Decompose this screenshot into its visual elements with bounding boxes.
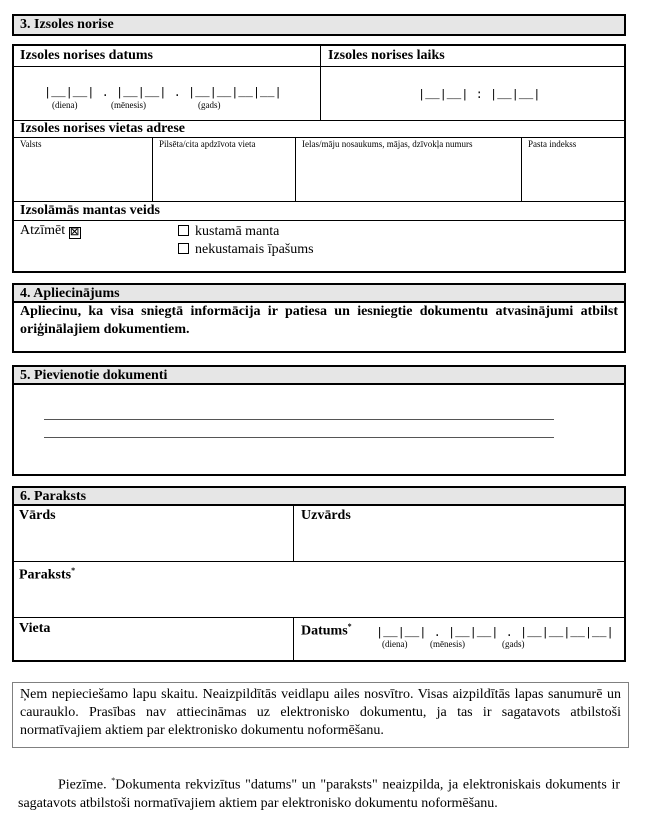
section-3-header [12,14,626,36]
documents-line-1[interactable] [44,419,554,420]
section-5-title: 5. Pievienotie dokumenti [20,368,168,383]
section-3-title: 3. Izsoles norise [20,17,114,32]
property-type-label: Izsolāmās mantas veids [20,203,161,218]
immovable-checkbox[interactable] [178,243,189,254]
section-4-header [12,283,626,303]
section-6-title: 6. Paraksts [20,489,87,504]
auction-date-field[interactable]: |__|__| . |__|__| . |__|__|__|__| [44,86,282,100]
signature-asterisk: * [71,566,76,575]
auction-time-label: Izsoles norises laiks [328,48,445,63]
section-6-header [12,486,626,506]
address-street-label: Ielas/māju nosaukums, mājas, dzīvokļa numurs [302,139,473,149]
address-postcode-label: Pasta indekss [528,139,577,149]
section-5-body [12,383,626,476]
mark-label: Atzīmēt [20,223,66,238]
address-city-label: Pilsēta/cita apdzīvota vieta [159,139,256,149]
first-name-label: Vārds [19,508,56,523]
signature-text: Paraksts [19,567,72,583]
footnote [18,772,620,813]
date-sub-year: (gads) [198,100,221,110]
section-3-body [12,44,626,273]
mark-example-checkbox: ☒ [70,227,80,238]
section-5-header [12,365,626,385]
signature-label [19,566,75,584]
sig-date-sub-year: (gads) [502,639,525,649]
last-name-label: Uzvārds [301,508,351,523]
place-label: Vieta [19,621,51,636]
footnote-text: Dokumenta rekvizītus "datums" un "paraksts" neaizpilda, ja elektroniskais dokuments ir sagatavots atbilstoši normatīvajiem aktiem par elektronisko dokumentu noformēšanu. [18,777,620,811]
option-movable[interactable] [178,224,279,240]
sig-date-sub-day: (diena) [382,639,408,649]
address-country-label: Valsts [20,139,42,149]
option-movable-label: kustamā manta [195,224,280,239]
auction-date-label: Izsoles norises datums [20,48,154,63]
declaration-text: Apliecinu, ka visa sniegtā informācija ir patiesa un iesniegtie dokumentu atvasinājumi atbilst oriģinālajiem dokumentiem. [20,304,618,337]
section-4-title: 4. Apliecinājums [20,286,120,301]
option-immovable-label: nekustamais īpašums [195,242,314,257]
option-immovable[interactable] [178,242,314,258]
mark-instruction [20,223,81,239]
sig-date-sub-month: (mēnesis) [430,639,465,649]
footnote-star: * [111,776,116,785]
address-label: Izsoles norises vietas adrese [20,121,185,136]
instructions-text: Ņem nepieciešamo lapu skaitu. Neaizpildītās veidlapu ailes nosvītro. Visas aizpildītās lapas sanumurē un caurauklo. Prasības nav attiecināmas uz elektronisko dokumentu, ja tas ir sagatavots atbilstoši normatīvajiem aktiem par elektronisko dokumentu noformēšanu. [20,687,621,738]
date-sub-month: (mēnesis) [111,100,146,110]
documents-line-2[interactable] [44,437,554,438]
movable-checkbox[interactable] [178,225,189,236]
section-4-body [12,301,626,353]
signature-date-field[interactable]: |__|__| . |__|__| . |__|__|__|__| [376,626,614,640]
date-sub-day: (diena) [52,100,78,110]
instructions-box [12,682,629,748]
footnote-prefix: Piezīme. [58,777,107,793]
date-text: Datums [301,623,348,639]
date-asterisk: * [347,622,352,631]
date-label [301,622,352,640]
section-6-body [12,504,626,662]
auction-time-field[interactable]: |__|__| : |__|__| [418,88,541,102]
